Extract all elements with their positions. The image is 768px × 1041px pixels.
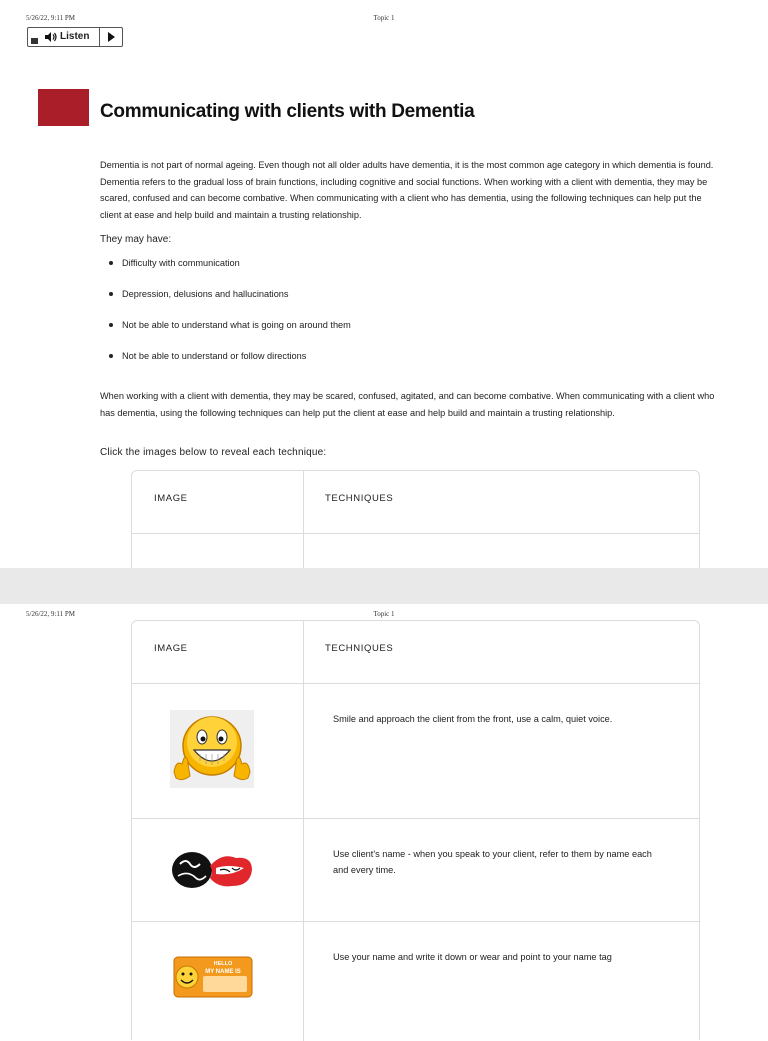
second-paragraph: When working with a client with dementia, they may be scared, confused, agitated, and can become combative. When communicating with a client who has dementia, using the following techniques can help put the client at ease and help build and maintain a trusting relationship. — [100, 391, 715, 418]
listen-label: Listen — [60, 31, 90, 42]
list-item: Difficulty with communication — [108, 256, 351, 287]
techniques-table — [131, 470, 700, 580]
table-header-row — [132, 621, 699, 684]
print-topic: Topic 1 — [373, 14, 395, 22]
techniques-table — [131, 620, 700, 1040]
play-icon[interactable] — [108, 32, 115, 42]
page-gap — [0, 568, 768, 604]
print-date: 5/26/22, 9:11 PM — [26, 14, 75, 22]
technique-text: Smile and approach the client from the front, use a calm, quiet voice. — [333, 714, 613, 724]
table-header-row — [132, 471, 699, 534]
print-topic: Topic 1 — [373, 610, 395, 618]
svg-text:HELLO: HELLO — [213, 961, 233, 967]
list-item: Depression, delusions and hallucinations — [108, 287, 351, 318]
may-have-label: They may have: — [100, 234, 172, 245]
table-row — [132, 683, 699, 819]
column-header-techniques: TECHNIQUES — [325, 493, 394, 504]
pdf-page-2 — [0, 604, 768, 1024]
speaker-icon — [45, 32, 57, 42]
print-date: 5/26/22, 9:11 PM — [26, 610, 75, 618]
list-item: Not be able to understand what is going on around them — [108, 318, 351, 349]
title-accent-block — [38, 89, 89, 126]
list-item: Not be able to understand or follow directions — [108, 349, 351, 380]
svg-text:MY NAME IS: MY NAME IS — [205, 969, 241, 975]
say-my-name-icon[interactable] — [170, 846, 254, 897]
technique-text: Use your name and write it down or wear and point to your name tag — [333, 952, 612, 962]
technique-text: Use client's name - when you speak to your client, refer to them by name each and every time. — [333, 849, 652, 875]
intro-paragraph: Dementia is not part of normal ageing. Even though not all older adults have dementia, it is the most common age category in which dementia is found. Dementia refers to the gradual loss of brain functions, including cognitive and social functions. When working with a client with dementia, they may be scared, confused and can become combative. When communicating with a client who has dementia, using the following techniques can help put the client at ease and help build and maintain a trusting relationship. — [100, 160, 714, 220]
column-header-image: IMAGE — [154, 643, 188, 654]
page-title: Communicating with clients with Dementia — [100, 101, 475, 122]
listen-button[interactable] — [27, 27, 123, 47]
table-row — [132, 818, 699, 922]
smiley-thumbs-up-icon[interactable] — [170, 710, 254, 793]
symptom-list — [108, 256, 351, 380]
column-header-image: IMAGE — [154, 493, 188, 504]
stop-icon[interactable] — [31, 38, 38, 44]
column-header-techniques: TECHNIQUES — [325, 643, 394, 654]
click-prompt: Click the images below to reveal each technique: — [100, 447, 327, 458]
table-row — [132, 921, 699, 1041]
name-tag-icon[interactable] — [173, 956, 253, 1003]
